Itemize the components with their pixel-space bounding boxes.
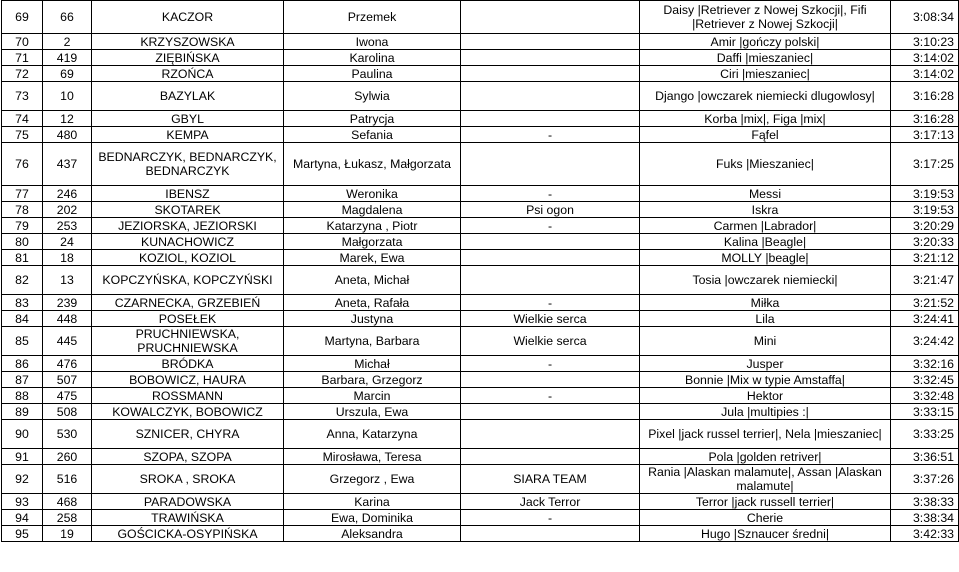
dog-cell: Bonnie |Mix w typie Amstaffa| xyxy=(640,372,891,388)
dog-cell: Daffi |mieszaniec| xyxy=(640,50,891,66)
place-cell: 92 xyxy=(2,465,43,494)
team-cell xyxy=(461,1,640,34)
surname-cell: IBENSZ xyxy=(92,186,284,202)
first-name-cell: Martyna, Barbara xyxy=(284,327,461,356)
place-cell: 73 xyxy=(2,82,43,111)
first-name-cell: Marcin xyxy=(284,388,461,404)
dog-cell: Amir |gończy polski| xyxy=(640,34,891,50)
finish-time-cell: 3:16:28 xyxy=(891,111,959,127)
table-row xyxy=(2,143,959,186)
team-cell xyxy=(461,234,640,250)
finish-time-cell: 3:32:48 xyxy=(891,388,959,404)
surname-cell: RZOŃCA xyxy=(92,66,284,82)
team-cell xyxy=(461,372,640,388)
bib-number-cell: 475 xyxy=(43,388,92,404)
dog-cell: Miłka xyxy=(640,295,891,311)
team-cell: - xyxy=(461,127,640,143)
first-name-cell: Iwona xyxy=(284,34,461,50)
place-cell: 76 xyxy=(2,143,43,186)
dog-cell: Korba |mix|, Figa |mix| xyxy=(640,111,891,127)
bib-number-cell: 530 xyxy=(43,420,92,449)
place-cell: 74 xyxy=(2,111,43,127)
finish-time-cell: 3:21:47 xyxy=(891,266,959,295)
surname-cell: TRAWIŃSKA xyxy=(92,510,284,526)
results-table-body xyxy=(2,1,959,542)
dog-cell: Daisy |Retriever z Nowej Szkocji|, Fifi |Retriever z Nowej Szkocji| xyxy=(640,1,891,34)
table-row xyxy=(2,50,959,66)
bib-number-cell: 507 xyxy=(43,372,92,388)
team-cell xyxy=(461,449,640,465)
finish-time-cell: 3:19:53 xyxy=(891,202,959,218)
team-cell xyxy=(461,111,640,127)
first-name-cell: Grzegorz , Ewa xyxy=(284,465,461,494)
first-name-cell: Katarzyna , Piotr xyxy=(284,218,461,234)
team-cell: - xyxy=(461,295,640,311)
first-name-cell: Martyna, Łukasz, Małgorzata xyxy=(284,143,461,186)
table-row xyxy=(2,356,959,372)
place-cell: 83 xyxy=(2,295,43,311)
finish-time-cell: 3:33:15 xyxy=(891,404,959,420)
finish-time-cell: 3:20:33 xyxy=(891,234,959,250)
place-cell: 77 xyxy=(2,186,43,202)
place-cell: 72 xyxy=(2,66,43,82)
dog-cell: Pixel |jack russel terrier|, Nela |mieszaniec| xyxy=(640,420,891,449)
surname-cell: PARADOWSKA xyxy=(92,494,284,510)
surname-cell: CZARNECKA, GRZEBIEŃ xyxy=(92,295,284,311)
place-cell: 79 xyxy=(2,218,43,234)
surname-cell: BOBOWICZ, HAURA xyxy=(92,372,284,388)
dog-cell: Django |owczarek niemiecki dlugowlosy| xyxy=(640,82,891,111)
table-row xyxy=(2,66,959,82)
bib-number-cell: 258 xyxy=(43,510,92,526)
finish-time-cell: 3:33:25 xyxy=(891,420,959,449)
bib-number-cell: 66 xyxy=(43,1,92,34)
table-row xyxy=(2,404,959,420)
table-row xyxy=(2,250,959,266)
place-cell: 75 xyxy=(2,127,43,143)
table-row xyxy=(2,234,959,250)
place-cell: 89 xyxy=(2,404,43,420)
surname-cell: ROSSMANN xyxy=(92,388,284,404)
dog-cell: Lila xyxy=(640,311,891,327)
team-cell: Jack Terror xyxy=(461,494,640,510)
bib-number-cell: 24 xyxy=(43,234,92,250)
first-name-cell: Urszula, Ewa xyxy=(284,404,461,420)
first-name-cell: Mirosława, Teresa xyxy=(284,449,461,465)
results-table xyxy=(1,0,959,542)
team-cell: - xyxy=(461,186,640,202)
table-row xyxy=(2,111,959,127)
team-cell xyxy=(461,266,640,295)
dog-cell: Messi xyxy=(640,186,891,202)
bib-number-cell: 437 xyxy=(43,143,92,186)
bib-number-cell: 419 xyxy=(43,50,92,66)
surname-cell: BAZYLAK xyxy=(92,82,284,111)
first-name-cell: Przemek xyxy=(284,1,461,34)
table-row xyxy=(2,388,959,404)
finish-time-cell: 3:32:16 xyxy=(891,356,959,372)
bib-number-cell: 246 xyxy=(43,186,92,202)
finish-time-cell: 3:20:29 xyxy=(891,218,959,234)
table-row xyxy=(2,526,959,542)
table-row xyxy=(2,494,959,510)
bib-number-cell: 445 xyxy=(43,327,92,356)
bib-number-cell: 2 xyxy=(43,34,92,50)
team-cell: - xyxy=(461,218,640,234)
finish-time-cell: 3:38:34 xyxy=(891,510,959,526)
finish-time-cell: 3:21:12 xyxy=(891,250,959,266)
dog-cell: Pola |golden retriver| xyxy=(640,449,891,465)
table-row xyxy=(2,127,959,143)
surname-cell: BRÓDKA xyxy=(92,356,284,372)
team-cell xyxy=(461,50,640,66)
finish-time-cell: 3:17:13 xyxy=(891,127,959,143)
dog-cell: Jusper xyxy=(640,356,891,372)
team-cell xyxy=(461,526,640,542)
finish-time-cell: 3:38:33 xyxy=(891,494,959,510)
table-row xyxy=(2,186,959,202)
place-cell: 80 xyxy=(2,234,43,250)
bib-number-cell: 516 xyxy=(43,465,92,494)
surname-cell: KOZIOL, KOZIOL xyxy=(92,250,284,266)
table-row xyxy=(2,372,959,388)
bib-number-cell: 260 xyxy=(43,449,92,465)
surname-cell: KEMPA xyxy=(92,127,284,143)
dog-cell: Cherie xyxy=(640,510,891,526)
first-name-cell: Ewa, Dominika xyxy=(284,510,461,526)
team-cell: - xyxy=(461,510,640,526)
team-cell xyxy=(461,404,640,420)
first-name-cell: Karina xyxy=(284,494,461,510)
first-name-cell: Patrycja xyxy=(284,111,461,127)
dog-cell: Terror |jack russell terrier| xyxy=(640,494,891,510)
place-cell: 78 xyxy=(2,202,43,218)
table-row xyxy=(2,1,959,34)
team-cell: - xyxy=(461,356,640,372)
table-row xyxy=(2,82,959,111)
place-cell: 81 xyxy=(2,250,43,266)
team-cell xyxy=(461,34,640,50)
team-cell: Psi ogon xyxy=(461,202,640,218)
bib-number-cell: 239 xyxy=(43,295,92,311)
bib-number-cell: 12 xyxy=(43,111,92,127)
first-name-cell: Paulina xyxy=(284,66,461,82)
dog-cell: Iskra xyxy=(640,202,891,218)
dog-cell: MOLLY |beagle| xyxy=(640,250,891,266)
surname-cell: SROKA , SROKA xyxy=(92,465,284,494)
surname-cell: KRZYSZOWSKA xyxy=(92,34,284,50)
surname-cell: KUNACHOWICZ xyxy=(92,234,284,250)
bib-number-cell: 253 xyxy=(43,218,92,234)
surname-cell: JEZIORSKA, JEZIORSKI xyxy=(92,218,284,234)
dog-cell: Hugo |Sznaucer średni| xyxy=(640,526,891,542)
first-name-cell: Barbara, Grzegorz xyxy=(284,372,461,388)
dog-cell: Carmen |Labrador| xyxy=(640,218,891,234)
bib-number-cell: 69 xyxy=(43,66,92,82)
table-row xyxy=(2,266,959,295)
surname-cell: KOPCZYŃSKA, KOPCZYŃSKI xyxy=(92,266,284,295)
surname-cell: SKOTAREK xyxy=(92,202,284,218)
bib-number-cell: 476 xyxy=(43,356,92,372)
first-name-cell: Aleksandra xyxy=(284,526,461,542)
place-cell: 88 xyxy=(2,388,43,404)
first-name-cell: Marek, Ewa xyxy=(284,250,461,266)
finish-time-cell: 3:32:45 xyxy=(891,372,959,388)
place-cell: 85 xyxy=(2,327,43,356)
dog-cell: Fąfel xyxy=(640,127,891,143)
dog-cell: Jula |multipies :| xyxy=(640,404,891,420)
bib-number-cell: 10 xyxy=(43,82,92,111)
surname-cell: KOWALCZYK, BOBOWICZ xyxy=(92,404,284,420)
table-row xyxy=(2,327,959,356)
table-row xyxy=(2,202,959,218)
team-cell xyxy=(461,250,640,266)
first-name-cell: Michał xyxy=(284,356,461,372)
first-name-cell: Sylwia xyxy=(284,82,461,111)
dog-cell: Fuks |Mieszaniec| xyxy=(640,143,891,186)
place-cell: 94 xyxy=(2,510,43,526)
place-cell: 87 xyxy=(2,372,43,388)
finish-time-cell: 3:19:53 xyxy=(891,186,959,202)
finish-time-cell: 3:24:41 xyxy=(891,311,959,327)
finish-time-cell: 3:16:28 xyxy=(891,82,959,111)
team-cell xyxy=(461,82,640,111)
place-cell: 70 xyxy=(2,34,43,50)
surname-cell: SZOPA, SZOPA xyxy=(92,449,284,465)
finish-time-cell: 3:08:34 xyxy=(891,1,959,34)
table-row xyxy=(2,311,959,327)
place-cell: 82 xyxy=(2,266,43,295)
first-name-cell: Sefania xyxy=(284,127,461,143)
surname-cell: BEDNARCZYK, BEDNARCZYK, BEDNARCZYK xyxy=(92,143,284,186)
table-row xyxy=(2,34,959,50)
first-name-cell: Anna, Katarzyna xyxy=(284,420,461,449)
dog-cell: Tosia |owczarek niemiecki| xyxy=(640,266,891,295)
bib-number-cell: 202 xyxy=(43,202,92,218)
surname-cell: GOŚCICKA-OSYPIŃSKA xyxy=(92,526,284,542)
place-cell: 91 xyxy=(2,449,43,465)
table-row xyxy=(2,510,959,526)
place-cell: 84 xyxy=(2,311,43,327)
finish-time-cell: 3:10:23 xyxy=(891,34,959,50)
bib-number-cell: 13 xyxy=(43,266,92,295)
team-cell xyxy=(461,143,640,186)
place-cell: 71 xyxy=(2,50,43,66)
finish-time-cell: 3:21:52 xyxy=(891,295,959,311)
team-cell: Wielkie serca xyxy=(461,327,640,356)
bib-number-cell: 448 xyxy=(43,311,92,327)
team-cell xyxy=(461,66,640,82)
finish-time-cell: 3:14:02 xyxy=(891,50,959,66)
place-cell: 90 xyxy=(2,420,43,449)
bib-number-cell: 508 xyxy=(43,404,92,420)
dog-cell: Ciri |mieszaniec| xyxy=(640,66,891,82)
first-name-cell: Weronika xyxy=(284,186,461,202)
first-name-cell: Aneta, Rafała xyxy=(284,295,461,311)
dog-cell: Mini xyxy=(640,327,891,356)
finish-time-cell: 3:24:42 xyxy=(891,327,959,356)
team-cell xyxy=(461,420,640,449)
surname-cell: POSEŁEK xyxy=(92,311,284,327)
first-name-cell: Justyna xyxy=(284,311,461,327)
surname-cell: SZNICER, CHYRA xyxy=(92,420,284,449)
first-name-cell: Aneta, Michał xyxy=(284,266,461,295)
surname-cell: ZIĘBIŃSKA xyxy=(92,50,284,66)
first-name-cell: Magdalena xyxy=(284,202,461,218)
surname-cell: PRUCHNIEWSKA, PRUCHNIEWSKA xyxy=(92,327,284,356)
place-cell: 69 xyxy=(2,1,43,34)
table-row xyxy=(2,295,959,311)
table-row xyxy=(2,218,959,234)
dog-cell: Kalina |Beagle| xyxy=(640,234,891,250)
place-cell: 93 xyxy=(2,494,43,510)
first-name-cell: Karolina xyxy=(284,50,461,66)
place-cell: 86 xyxy=(2,356,43,372)
table-row xyxy=(2,420,959,449)
finish-time-cell: 3:42:33 xyxy=(891,526,959,542)
bib-number-cell: 18 xyxy=(43,250,92,266)
finish-time-cell: 3:14:02 xyxy=(891,66,959,82)
dog-cell: Hektor xyxy=(640,388,891,404)
bib-number-cell: 19 xyxy=(43,526,92,542)
place-cell: 95 xyxy=(2,526,43,542)
bib-number-cell: 468 xyxy=(43,494,92,510)
dog-cell: Rania |Alaskan malamute|, Assan |Alaskan malamute| xyxy=(640,465,891,494)
team-cell: Wielkie serca xyxy=(461,311,640,327)
finish-time-cell: 3:36:51 xyxy=(891,449,959,465)
team-cell: - xyxy=(461,388,640,404)
team-cell: SIARA TEAM xyxy=(461,465,640,494)
first-name-cell: Małgorzata xyxy=(284,234,461,250)
finish-time-cell: 3:17:25 xyxy=(891,143,959,186)
table-row xyxy=(2,449,959,465)
finish-time-cell: 3:37:26 xyxy=(891,465,959,494)
bib-number-cell: 480 xyxy=(43,127,92,143)
table-row xyxy=(2,465,959,494)
surname-cell: GBYL xyxy=(92,111,284,127)
surname-cell: KACZOR xyxy=(92,1,284,34)
